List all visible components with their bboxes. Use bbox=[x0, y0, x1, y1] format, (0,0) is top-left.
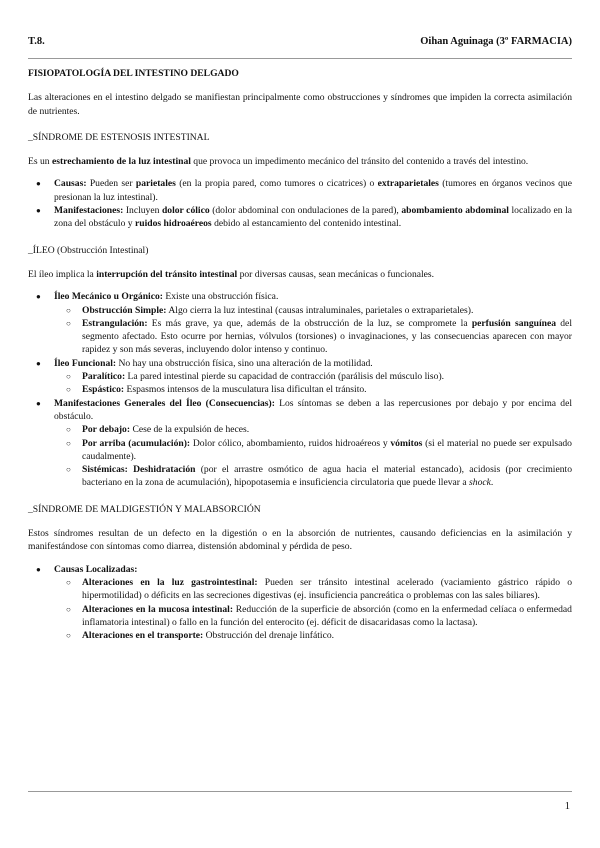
sub-list-item: ○ Estrangulación: Es más grave, ya que, además de la obstrucción de la luz, se compromete la perfusión sanguínea del segmento afectado. Esto ocurre por hernias, vólvulos (torsiones) o invaginaciones, y las consecuencias aparecen con mayor rapidez y son más severas, incluyendo dolor intenso y continuo. bbox=[54, 317, 572, 357]
sub-list-item: ○ Alteraciones en la luz gastrointestinal: Pueden ser tránsito intestinal acelerado (vaciamiento gástrico rápido o hipermotilidad) o déficits en las secreciones digestivas (ej. insuficiencia pancreática o problemas con las sales biliares). bbox=[54, 576, 572, 603]
ileo-list bbox=[28, 290, 572, 489]
header-author: Oihan Aguinaga (3º FARMACIA) bbox=[420, 36, 572, 47]
list-item: ● Íleo Funcional: No hay una obstrucción física, sino una alteración de la motilidad. ○ Paralítico: La pared intestinal pierde su capacidad de contracción (parálisis del músculo liso). ○ Espástico: Espasmos intensos de la musculatura lisa dificultan el tránsito. bbox=[28, 357, 572, 397]
sub-list-item: ○ Alteraciones en la mucosa intestinal: Reducción de la superficie de absorción (como en la enfermedad celíaca o enfermedad inflamatoria intestinal) o fallo en la función del enterocito (ej. déficit de disacaridasas como la lactasa). bbox=[54, 603, 572, 630]
section-heading-ileo: _ÍLEO (Obstrucción Intestinal) bbox=[28, 244, 149, 256]
sub-list-item: ○ Paralítico: La pared intestinal pierde su capacidad de contracción (parálisis del músculo liso). bbox=[54, 370, 572, 383]
page-number: 1 bbox=[564, 801, 570, 812]
list-item: ● Manifestaciones Generales del Íleo (Consecuencias): Los síntomas se deben a las repercusiones por debajo y por encima del obstáculo. ○ Por debajo: Cese de la expulsión de heces. ○ Por arriba (acumulación): Dolor cólico, abombamiento, ruidos hidroaéreos y vómitos (si el material no puede ser expulsado caudalmente). ○ Sistémicas: Deshidratación (por el arrastre osmótico de agua hacia el material estancado), acidosis (por crecimiento bacteriano en la zona de acumulación), hipopotasemia e insuficiencia circulatoria que puede llevar a shock. bbox=[28, 397, 572, 490]
sub-list bbox=[54, 576, 572, 642]
page-header bbox=[28, 36, 572, 50]
list-item: ● Manifestaciones: Incluyen dolor cólico (dolor abdominal con ondulaciones de la pared), abombamiento abdominal localizado en la zona del obstáculo y ruidos hidroaéreos debido al estancamiento del contenido intestinal. bbox=[28, 204, 572, 231]
estenosis-list bbox=[28, 177, 572, 230]
section-heading-estenosis: _SÍNDROME DE ESTENOSIS INTESTINAL bbox=[28, 131, 210, 143]
list-item: ● Causas Localizadas: ○ Alteraciones en la luz gastrointestinal: Pueden ser tránsito intestinal acelerado (vaciamiento gástrico rápido o hipermotilidad) o déficits en las secreciones digestivas (ej. insuficiencia pancreática o problemas con las sales biliares). ○ Alteraciones en la mucosa intestinal: Reducción de la superficie de absorción (como en la enfermedad celíaca o enfermedad inflamatoria intestinal) o fallo en la función del enterocito (ej. déficit de disacaridasas como la lactasa). ○ Alteraciones en el transporte: Obstrucción del drenaje linfático. bbox=[28, 563, 572, 643]
sub-list-item: ○ Alteraciones en el transporte: Obstrucción del drenaje linfático. bbox=[54, 629, 572, 642]
sub-list bbox=[54, 370, 572, 397]
sub-list bbox=[54, 304, 572, 357]
sub-list bbox=[54, 423, 572, 489]
list-item: ● Íleo Mecánico u Orgánico: Existe una obstrucción física. ○ Obstrucción Simple: Algo cierra la luz intestinal (causas intraluminales, parietales o extraparietales). ○ Estrangulación: Es más grave, ya que, además de la obstrucción de la luz, se compromete la perfusión sanguínea del segmento afectado. Esto ocurre por hernias, vólvulos (torsiones) o invaginaciones, y las consecuencias aparecen con mayor rapidez y son más severas, incluyendo dolor intenso y continuo. bbox=[28, 290, 572, 356]
intro-paragraph: Las alteraciones en el intestino delgado se manifiestan principalmente como obstrucciones y síndromes que impiden la correcta asimilación de nutrientes. bbox=[28, 92, 572, 117]
header-divider bbox=[28, 58, 572, 59]
sub-list-item: ○ Sistémicas: Deshidratación (por el arrastre osmótico de agua hacia el material estancado), acidosis (por crecimiento bacteriano en la zona de acumulación), hipopotasemia e insuficiencia circulatoria que puede llevar a shock. bbox=[54, 463, 572, 490]
sub-list-item: ○ Por debajo: Cese de la expulsión de heces. bbox=[54, 423, 572, 436]
footer-divider bbox=[28, 791, 572, 792]
ileo-paragraph: El íleo implica la interrupción del tránsito intestinal por diversas causas, sean mecánicas o funcionales. bbox=[28, 268, 435, 280]
sub-list-item: ○ Obstrucción Simple: Algo cierra la luz intestinal (causas intraluminales, parietales o extraparietales). bbox=[54, 304, 572, 317]
malabsorcion-list bbox=[28, 563, 572, 643]
header-topic: T.8. bbox=[28, 36, 45, 47]
estenosis-paragraph: Es un estrechamiento de la luz intestinal que provoca un impedimento mecánico del tránsito del contenido a través del intestino. bbox=[28, 156, 529, 168]
document-title: FISIOPATOLOGÍA DEL INTESTINO DELGADO bbox=[28, 68, 239, 79]
malabsorcion-paragraph: Estos síndromes resultan de un defecto en la digestión o en la absorción de nutrientes, causando deficiencias en la asimilación y manifestándose con síntomas como diarrea, distensión abdominal y pérdida de peso. bbox=[28, 528, 572, 553]
list-item: ● Causas: Pueden ser parietales (en la propia pared, como tumores o cicatrices) o extraparietales (tumores en órganos vecinos que presionan la luz intestinal). bbox=[28, 177, 572, 204]
document-body bbox=[28, 64, 572, 642]
sub-list-item: ○ Espástico: Espasmos intensos de la musculatura lisa dificultan el tránsito. bbox=[54, 383, 572, 396]
section-heading-malabsorcion: _SÍNDROME DE MALDIGESTIÓN Y MALABSORCIÓN bbox=[28, 503, 261, 515]
sub-list-item: ○ Por arriba (acumulación): Dolor cólico, abombamiento, ruidos hidroaéreos y vómitos (si el material no puede ser expulsado caudalmente). bbox=[54, 437, 572, 464]
